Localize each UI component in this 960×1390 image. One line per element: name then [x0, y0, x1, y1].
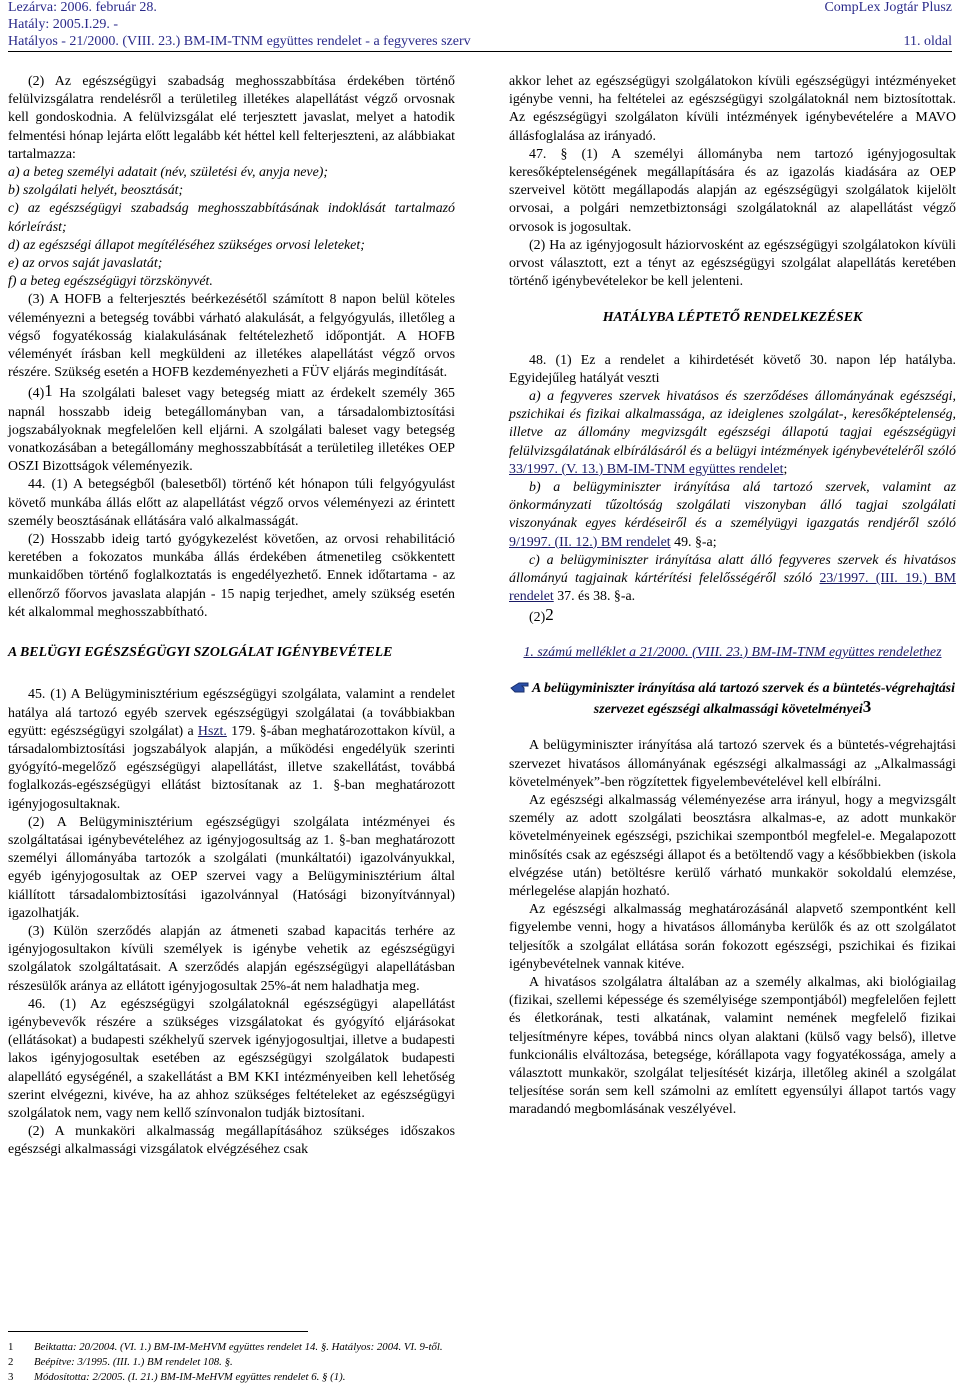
- footnote: [8, 1371, 345, 1385]
- right-column: [509, 73, 956, 1120]
- item-tail: 49. §-a;: [674, 534, 717, 550]
- list-item: c) az egészségügyi szabadság meghosszabbításának indoklását tartalmazó kórleírást;: [8, 201, 455, 235]
- brand-name: CompLex Jogtár Plusz: [824, 0, 952, 15]
- footnote-number: 3: [8, 1371, 14, 1383]
- section-46: 46. (1) Az egészségügyi szolgálatoknál egészségügyi alapellátást igénybevevők részére a szükséges vizsgálatokat és gyógyító eljárásokat (ellátásokat) a budapesti székhelyű szervek igényjogosultjai, illetve a budapesti lakos igényjogosultak esetében az egészségügyi szolgálatok budapesti alapellátó egységénél, a szakellátást a BM KKI intézményeiben kell lehetőség szerint elvégezni, kivéve, ha az ahhoz szükséges feltételeket az egészségügyi szolgálatok nem, vagy nem kellő színvonalon tudják biztosítani.: [8, 996, 455, 1121]
- para-number: (2): [529, 610, 546, 626]
- paragraph: [509, 606, 956, 627]
- list-item: e) az orvos saját javaslatát;: [8, 256, 163, 272]
- paragraph: (3) Külön szerződés alapján az átmeneti szabad kapacitás terhére az igényjogosultakon kívüli személyek is igénybe vehetik az egészségügyi szolgálatok szolgáltatásait. A szerződés alapján egészségügyi alapellátásban részesülők aránya az ellátott igényjogosultak 25%-át nem haladhatja meg.: [8, 923, 455, 994]
- paragraph: (2) Ha az igényjogosult háziorvosként az egészségügyi szolgálatokon kívüli orvost választott, ezt a tényt az egészségügyi szolgálat alapellátás keretében történő igénybevételekor be kell jelenteni.: [509, 237, 956, 290]
- item-text: c) a belügyminiszter irányítása alatt álló fegyveres szervek és hivatásos állományú tagjainak kártérítési felelősségéről szóló: [509, 552, 956, 587]
- section-44: 44. (1) A betegségből (balesetből) történő két hónapon túli felgyógyulást követő munkába állás előtt az alapellátást végző orvos véleményezi az érintett személy beosztásának ellátására való alkalmasságát.: [8, 477, 455, 529]
- footnote-ref-1[interactable]: 1: [44, 381, 53, 401]
- left-column: [8, 73, 455, 1160]
- list-item: [509, 479, 956, 552]
- footnote-text: Módosította: 2/2005. (I. 21.) BM-IM-MeHVM együttes rendelet 6. § (1).: [34, 1371, 346, 1383]
- document-title: Hatályos - 21/2000. (VIII. 23.) BM-IM-TNM együttes rendelet - a fegyveres szerv: [8, 34, 471, 49]
- list-item: a) a fegyveres szervek hivatásos és szerződéses állományának egészségi, pszichikai és fizikai alkalmassága, az ideiglenes szolgálat-, keresőképtelenség, illetve az állomány megvizsgált egészségi állapotú tagjai egészségügyi felülvizsgálatának elbírálásáról és a belügyi intézmények igénybevételéről szóló 33/1997. (V. 13.) BM-IM-TNM együttes rendelet;: [509, 389, 956, 477]
- footnote: [8, 1356, 233, 1370]
- paragraph: (2) A Belügyminisztérium egészségügyi szolgálata intézményei és szolgáltatásai igénybevételéhez az igényjogosultság az 1. §-ban meghatározott személyi állományába tartozók a szolgálati (munkáltatói) igazolványukkal, egyéb igényjogosultak az OEP szervei vagy a Belügyminisztérium által kiállított társadalombiztosítási igazolvánnyal (Hatósági bizonyítvánnyal) igazolhatják.: [8, 814, 455, 921]
- footnote-ref-2[interactable]: 2: [545, 605, 554, 625]
- footnote: [8, 1341, 443, 1355]
- item-tail: 37. és 38. §-a.: [557, 589, 636, 605]
- footnote-number: 1: [8, 1341, 14, 1353]
- item-text: b) a belügyminiszter irányítása alá tartozó szervek, valamint az önkormányzati tűzoltóság szolgálati viszonyban álló tagjai szolgálati viszonyának egyes kérdéseiről és a személyügyi igazgatás rendjéről szóló: [509, 480, 956, 532]
- para-number: (4): [28, 386, 45, 402]
- regulation-link[interactable]: 23/1997. (III. 19.) BM rendelet: [509, 571, 956, 605]
- list-item: [509, 552, 956, 607]
- paragraph: Az egészségi alkalmasság meghatározásánál alapvető szempontként kell figyelembe venni, hogy a hivatásos állományba kerülők és az ott szolgálatot teljesítők a szolgálat ellátása során fokozott egészségi, pszichikai és fizikai igénybevételnek vannak kitéve.: [509, 902, 956, 972]
- paragraph: (2) A munkaköri alkalmasság megállapításához szükséges időszakos egészségi alkalmassági vizsgálatok elvégzéséhez csak: [8, 1124, 455, 1158]
- footnote-rule: [8, 1331, 308, 1332]
- annex-link[interactable]: 1. számú melléklet a 21/2000. (VIII. 23.) BM-IM-TNM együttes rendelethez: [523, 644, 942, 660]
- list-item: a) a beteg személyi adatait (név, születési év, anyja neve);: [8, 165, 329, 181]
- section-heading: A BELÜGYI EGÉSZSÉGÜGYI SZOLGÁLAT IGÉNYBEVÉTELE: [8, 645, 393, 661]
- paragraph: Az egészségi alkalmasság véleményezése arra irányul, hogy a megvizsgált személy az adott szolgálati beosztásra alkalmas-e, az adott munkakör követelményeinek egészségi, pszichikai szempontból megfelel-e. Megalapozott minősítés csak az egészségi állapot és a betöltendő vagy a későbbiekben (iskola elvégzése után) betöltésre kerülő várható munkakör sokoldalú elemzése, mérlegelése alapján hozható.: [509, 792, 956, 899]
- paragraph: [8, 382, 455, 476]
- list-item: f) a beteg egészségügyi törzskönyvét.: [8, 274, 213, 290]
- list-item: d) az egészségi állapot megítéléséhez szükséges orvosi leleteket;: [8, 237, 365, 253]
- paragraph: A belügyminiszter irányítása alá tartozó szervek és a büntetés-végrehajtási szervezet hivatásos állományának egészségi alkalmassági az „Alkalmassági követelmények”-ben rögzítettek figyelembevételével kell elbírálni.: [509, 738, 956, 790]
- section-45: [8, 686, 455, 813]
- effect-date: Hatály: 2005.I.29. -: [8, 17, 119, 32]
- footnote-text: Beépítve: 3/1995. (III. 1.) BM rendelet 108. §.: [34, 1356, 233, 1368]
- item-text: a) a fegyveres szervek hivatásos és szerződéses állományának egészségi, pszichikai és fizikai alkalmassága, az ideiglenes szolgálat-, keresőképtelenség, illetve az állomány megvizsgált egészségi állapotú tagjai egészségügyi felülvizsgálatának elbírálásáról és a belügyi intézmények igénybevételéről szóló: [509, 389, 956, 459]
- footnote-number: 2: [8, 1356, 14, 1368]
- paragraph: (2) Az egészségügyi szabadság meghosszabbítása érdekében történő felülvizsgálatra rendelésről a területileg illetékes alapellátást végző orvosnak kell gondoskodnia. A felülvizsgálat elé terjesztett javaslat, melyet a hatodik felmentési hónap lejárta előtt legalább két héttel kell felterjeszteni, az alábbiakat tartalmazza:: [8, 74, 455, 162]
- para-text: 179. §-ában meghatározottakon kívül, a társadalombiztosítási jogszabályok alapján, a működési engedélyük szerinti gyógyító-megelőző egészségügyi alapellátást, illetve szakellátást, továbbá foglalkozás-egészségügyi ellátást biztosítanak az 1. §-ban meghatározott igényjogosultaknak.: [8, 723, 455, 812]
- paragraph: A hivatásos szolgálatra általában az a személy alkalmas, aki biológiailag (fizikai, szellemi képessége és személyisége szempontjából) megfelelően fejlett és életkorának, testi alkatának, valamint nemének megfelelő fizikai teljesítményre képes, továbbá nincs olyan alaktani (külső vagy belső), illetve funkcionális elváltozása, betegsége, kórállapota vagy fogyatékossága, amely a választott munkakör, szolgálat teljesítését kizárja, illetőleg akinél a szolgálat teljesítése során sem kell számolni az említett egyensúlyi állapot tartós vagy maradandó megbomlásának veszélyével.: [509, 974, 956, 1118]
- page-number: 11. oldal: [903, 34, 952, 49]
- paragraph: (3) A HOFB a felterjesztés beérkezésétől számított 8 napon belül köteles véleményezni a betegség további várható alakulását, a felgyógyulás, illetőleg a végső fogyatékosság kialakulásának feltételezhető időpontját. A HOFB véleményét írásban kell megküldeni az illetékes alapellátást végző orvos részére. Szükség esetén a HOFB kezdeményezheti a FÜV eljárás megindítását.: [8, 292, 455, 381]
- section-47: 47. § (1) A személyi állományba nem tartozó igényjogosultak keresőképtelenségének megállapítására és az igazolás kiadására az OEP szerveivel kötött megállapodás alapján az egészségügyi szolgálatok kijelölt orvosai, a polgári nemzetbiztonsági szolgálatoknál az alapellátást végző orvosok is jogosultak.: [509, 146, 956, 235]
- paragraph: (2) Hosszabb ideig tartó gyógykezelést követően, az orvosi rehabilitáció keretében a fokozatos munkába állás érdekében átmenetileg csökkentett munkaidőben történő foglalkoztatás is engedélyezhető. Ennek időtartama - az ellenőrző főorvos javaslata alapján - 15 napig terjedhet, amely szükség esetén két alkalommal meghosszabbítható.: [8, 532, 455, 620]
- para-text: Ha szolgálati baleset vagy betegség miatt az érdekelt személy 365 napnál hosszabb ideig betegállományban van, a társadalombiztosítási jogszabályoknak megfelelően kell eljárni. A szolgálati baleset vagy betegség vonatkozásában a betegállomány meghosszabbítását a területileg illetékes OEP OSZI Bizottságok véleményezik.: [8, 386, 455, 475]
- regulation-link[interactable]: 33/1997. (V. 13.) BM-IM-TNM együttes rendelet: [509, 461, 784, 477]
- annex-title: [509, 644, 956, 662]
- list-item: b) szolgálati helyét, beosztását;: [8, 183, 184, 199]
- closed-date: Lezárva: 2006. február 28.: [8, 0, 157, 15]
- hszt-link[interactable]: Hszt.: [197, 723, 227, 739]
- footnote-ref-3[interactable]: 3: [862, 697, 872, 717]
- pointing-hand-icon[interactable]: [510, 680, 530, 694]
- regulation-link[interactable]: 9/1997. (II. 12.) BM rendelet: [509, 534, 671, 550]
- annex-heading-text: A belügyminiszter irányítása alá tartozó szervek és a büntetés-végrehajtási szervezet egészségi alkalmassági követelményei: [532, 680, 955, 718]
- annex-heading: [509, 680, 956, 719]
- footnote-text: Beiktatta: 20/2004. (VI. 1.) BM-IM-MeHVM együttes rendelet 14. §. Hatályos: 2004. VI. 9-től.: [34, 1341, 443, 1353]
- para-text: 45. (1) A Belügyminisztérium egészségügyi szolgálata, valamint a rendelet hatálya alá tartozó egyéb szervek egészségügyi szolgálatai (a továbbiakban együtt: egészségügyi szolgálat) a: [8, 687, 455, 739]
- section-48: 48. (1) Ez a rendelet a kihirdetését követő 30. napon lép hatályba. Egyidejűleg hatályát veszti: [509, 352, 956, 386]
- header-rule: [8, 51, 952, 52]
- section-heading: HATÁLYBA LÉPTETŐ RENDELKEZÉSEK: [602, 310, 863, 326]
- paragraph: akkor lehet az egészségügyi szolgálatokon kívüli egészségügyi intézményeket igénybe venni, ha feltételei az egészségügyi szolgálatoknál nem biztosítottak. Az egészségügyi szolgálaton kívüli intézmények igénybevételére a MAVO állásfoglalása az irányadó.: [509, 74, 956, 144]
